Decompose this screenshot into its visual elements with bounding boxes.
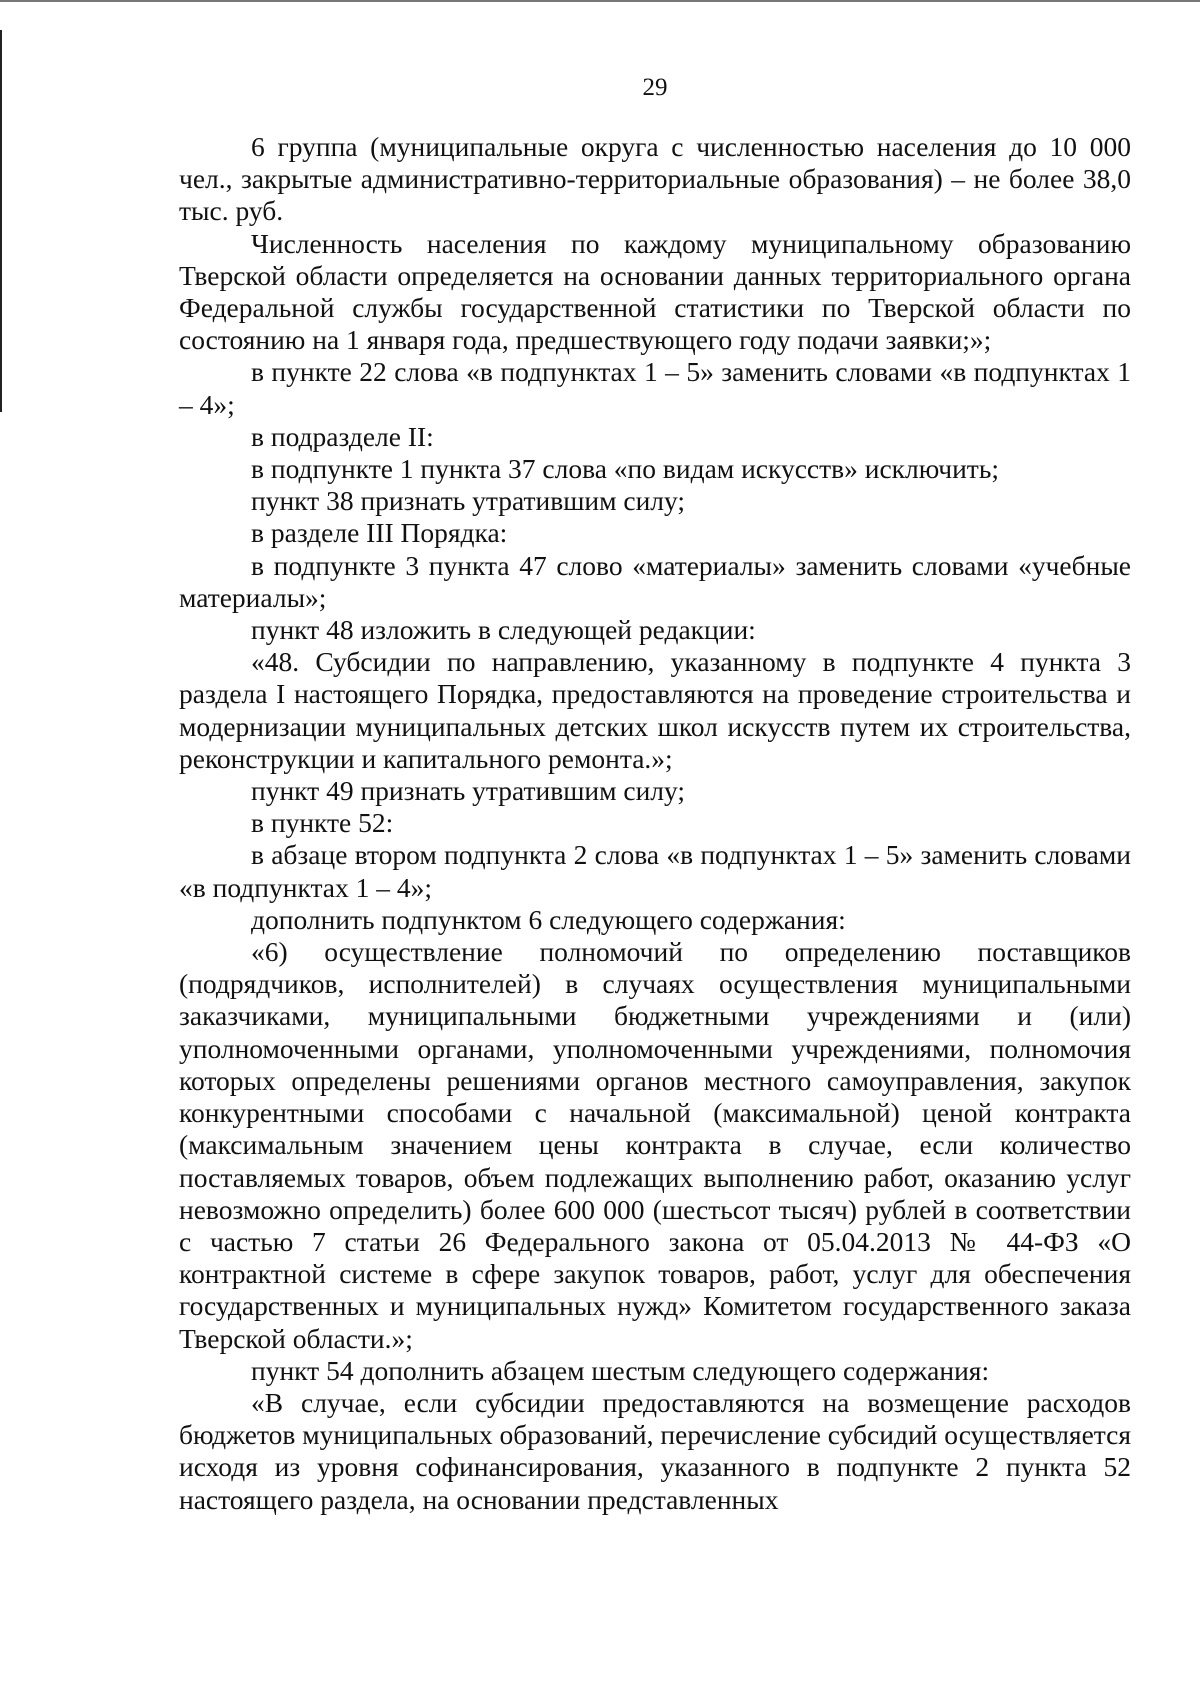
paragraph: «6) осуществление полномочий по определению поставщиков (подрядчиков, исполнителей) в случаях осуществления муниципальными заказчиками, муниципальными бюджетными учреждениями и (или) уполномоченными органами, уполномоченными учреждениями, полномочия которых определены решениями органов местного самоуправления, закупок конкурентными способами с начальной (максимальной) ценой контракта (максимальным значением цены контракта в случае, если количество поставляемых товаров, объем подлежащих выполнению работ, оказанию услуг невозможно определить) более 600 000 (шестьсот тысяч) рублей в соответствии с частью 7 статьи 26 Федерального закона от 05.04.2013 № 44-ФЗ «О контрактной системе в сфере закупок товаров, работ, услуг для обеспечения государственных и муниципальных нужд» Комитетом государственного заказа Тверской области.»; xyxy=(179,936,1131,1354)
paragraph: дополнить подпунктом 6 следующего содержания: xyxy=(251,903,846,935)
paragraph: в абзаце втором подпункта 2 слова «в подпунктах 1 – 5» заменить словами «в подпунктах 1 – 4»; xyxy=(179,839,1131,903)
page-number: 29 xyxy=(642,74,668,101)
paragraph: «В случае, если субсидии предоставляются на возмещение расходов бюджетов муниципальных образований, перечисление субсидий осуществляется исходя из уровня софинансирования, указанного в подпункте 2 пункта 52 настоящего раздела, на основании представленных xyxy=(179,1386,1131,1515)
paragraph: Численность населения по каждому муниципальному образованию Тверской области определяется на основании данных территориального органа Федеральной службы государственной статистики по Тверской области по состоянию на 1 января года, предшествующего году подачи заявки;»; xyxy=(179,227,1131,356)
paragraph: в подразделе II: xyxy=(251,420,434,452)
paragraph: пункт 38 признать утратившим силу; xyxy=(251,485,686,517)
paragraph: «48. Субсидии по направлению, указанному в подпункте 4 пункта 3 раздела I настоящего Порядка, предоставляются на проведение строительства и модернизации муниципальных детских школ искусств путем их строительства, реконструкции и капитального ремонта.»; xyxy=(179,646,1131,774)
paragraph: пункт 54 дополнить абзацем шестым следующего содержания: xyxy=(251,1354,990,1386)
paragraph: пункт 49 признать утратившим силу; xyxy=(251,775,686,807)
paragraph: пункт 48 изложить в следующей редакции: xyxy=(251,614,756,646)
paragraph: в разделе III Порядка: xyxy=(251,517,508,549)
paragraph: в подпункте 1 пункта 37 слова «по видам искусств» исключить; xyxy=(251,453,1000,485)
paragraph: в пункте 52: xyxy=(251,807,394,839)
paragraph: в подпункте 3 пункта 47 слово «материалы» заменить словами «учебные материалы»; xyxy=(179,549,1131,613)
paragraph: 6 группа (муниципальные округа с численностью населения до 10 000 чел., закрытые административно-территориальные образования) – не более 38,0 тыс. руб. xyxy=(179,131,1131,227)
paragraph: в пункте 22 слова «в подпунктах 1 – 5» заменить словами «в подпунктах 1 – 4»; xyxy=(179,356,1131,420)
document-body xyxy=(179,131,1131,1516)
scan-top-edge xyxy=(0,0,1200,2)
